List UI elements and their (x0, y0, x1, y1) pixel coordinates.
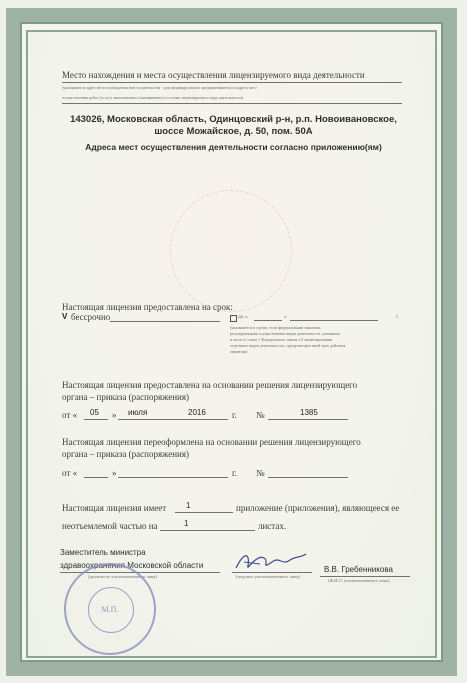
basis-number-label: № (256, 410, 265, 420)
sign-hint: (подпись уполномоченного лица) (236, 574, 300, 579)
name-hint: (Ф.И.О. уполномоченного лица) (328, 578, 390, 583)
until-checkbox (230, 315, 237, 322)
until-year-suffix: г. (396, 314, 400, 320)
signer-name: В.В. Гребенникова (324, 565, 393, 574)
divider (62, 103, 402, 104)
seal-text: М.П. (101, 605, 119, 614)
basis-day: 05 (90, 408, 99, 417)
reissue-line-2: органа – приказа (распоряжения) (62, 449, 189, 459)
divider (268, 477, 348, 478)
divider (110, 321, 220, 322)
appendix-line-1-prefix: Настоящая лицензия имеет (62, 503, 167, 513)
indefinite-checkmark: V (62, 312, 68, 321)
location-hint-2: осуществления работ (услуг), выполняемых (оказываемых) в составе лицензируемого вида деятельности) (62, 95, 243, 100)
indefinite-label: бессрочно (71, 312, 111, 322)
appendix-count: 1 (186, 501, 191, 510)
basis-line-1: Настоящая лицензия предоставлена на основании решения лицензирующего (62, 380, 358, 390)
basis-from-label: от « (62, 410, 78, 420)
appendix-line-2-suffix: листах. (258, 521, 287, 531)
handwritten-signature (230, 548, 310, 574)
divider (160, 530, 255, 531)
position-hint: (должность уполномоченного лица) (88, 574, 157, 579)
location-hint-1: (указываются адрес места нахождения (места жительства - для индивидуального предпринимателя) и адреса мест (62, 85, 257, 90)
until-day-line (254, 320, 282, 321)
divider (268, 419, 348, 420)
reissue-year-suffix: г. (232, 468, 237, 478)
divider (118, 419, 228, 420)
divider (84, 477, 108, 478)
appendix-line-1-suffix: приложение (приложения), являющееся ее (236, 503, 400, 513)
basis-line-2: органа – приказа (распоряжения) (62, 392, 189, 402)
divider (175, 512, 233, 513)
until-close-quote: » (284, 314, 287, 320)
reissue-number-label: № (256, 468, 265, 478)
term-hint-5: лицензии) (230, 349, 248, 354)
term-hint-4: отдельных видов деятельности», предусмотрен иной срок действия (230, 343, 346, 348)
reissue-from-label: от « (62, 468, 78, 478)
basis-month: июля (128, 408, 148, 417)
term-hint-1: (указывается в случае, если федеральными законами, (230, 325, 322, 330)
until-label: до « (238, 314, 248, 320)
divider (320, 576, 410, 577)
address-line-1: 143026, Московская область, Одинцовский р-н, р.п. Новоивановское, (70, 114, 397, 125)
basis-year-suffix: г. (232, 410, 237, 420)
divider (118, 477, 228, 478)
guilloche-rosette (170, 190, 292, 312)
basis-year: 2016 (188, 408, 206, 417)
divider (62, 82, 402, 83)
addresses-note: Адреса мест осуществления деятельности согласно приложению(ям) (85, 142, 382, 152)
basis-close-quote: » (112, 410, 117, 420)
basis-number: 1385 (300, 408, 318, 417)
reissue-close-quote: » (112, 468, 117, 478)
official-seal (64, 563, 156, 655)
term-hint-3: в части 4 статьи 1 Федерального закона «О лицензировании (230, 337, 333, 342)
until-month-line (290, 320, 378, 321)
signer-position-1: Заместитель министра (60, 548, 146, 557)
divider (232, 572, 312, 573)
term-hint-2: регулирующими осуществление видов деятельности, указанных (230, 331, 341, 336)
divider (84, 419, 108, 420)
appendix-line-2-prefix: неотъемлемой частью на (62, 521, 158, 531)
address-line-2: шоссе Можайское, д. 50, пом. 50А (154, 126, 313, 137)
term-label: Настоящая лицензия предоставлена на срок: (62, 302, 233, 312)
location-heading: Место нахождения и места осуществления лицензируемого вида деятельности (62, 70, 365, 80)
signer-position-2: здравоохранения Московской области (60, 561, 204, 570)
reissue-line-1: Настоящая лицензия переоформлена на основании решения лицензирующего (62, 437, 361, 447)
appendix-sheets: 1 (184, 519, 189, 528)
